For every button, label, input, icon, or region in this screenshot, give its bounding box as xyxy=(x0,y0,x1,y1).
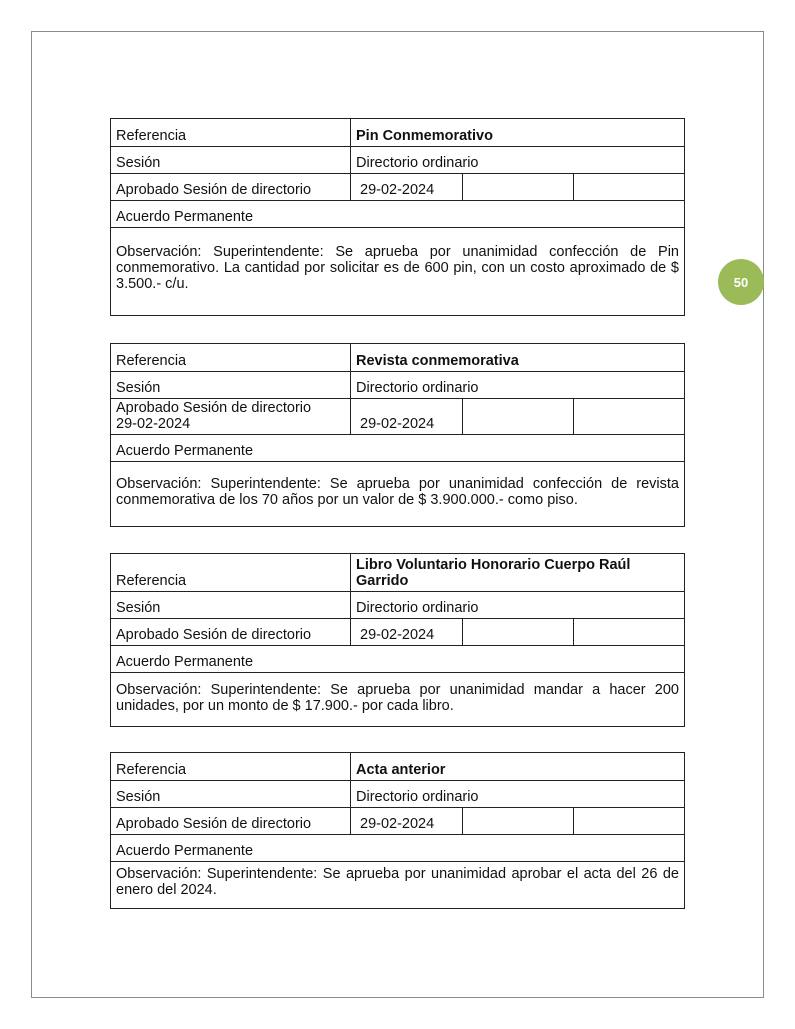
aprobado-row xyxy=(111,808,684,835)
acuerdo-text: Acuerdo Permanente xyxy=(116,443,254,459)
sesion-row xyxy=(111,147,684,174)
observacion-text: Observación: Superintendente: Se aprueba por unanimidad confección de Pin conmemorativo. La cantidad por solicitar es de 600 pin, con un costo aproximado de $ 3.500.- c/u. xyxy=(116,244,679,292)
record-table-3 xyxy=(110,553,685,727)
referencia-value: Revista conmemorativa xyxy=(356,353,519,369)
sesion-label: Sesión xyxy=(111,372,351,398)
sesion-value: Directorio ordinario xyxy=(356,155,479,171)
aprobado-date: 29-02-2024 xyxy=(351,399,463,434)
acuerdo-row xyxy=(111,646,684,673)
record-table-4 xyxy=(110,752,685,909)
sesion-label: Sesión xyxy=(111,781,351,807)
sesion-label: Sesión xyxy=(111,592,351,618)
blank-cell xyxy=(463,619,574,645)
acuerdo-text: Acuerdo Permanente xyxy=(116,209,254,225)
aprobado-label-cell xyxy=(111,399,351,434)
referencia-label: Referencia xyxy=(111,554,351,591)
observacion-text: Observación: Superintendente: Se aprueba por unanimidad mandar a hacer 200 unidades, por un monto de $ 17.900.- por cada libro. xyxy=(116,682,679,714)
referencia-row xyxy=(111,344,684,372)
aprobado-label: Aprobado Sesión de directorio xyxy=(111,619,351,645)
blank-cell xyxy=(463,808,574,834)
blank-cell xyxy=(463,174,574,200)
referencia-label: Referencia xyxy=(111,753,351,780)
acuerdo-row xyxy=(111,835,684,862)
aprobado-date: 29-02-2024 xyxy=(351,808,463,834)
aprobado-row xyxy=(111,619,684,646)
acuerdo-text: Acuerdo Permanente xyxy=(116,654,254,670)
page-number-badge: 50 xyxy=(718,259,764,305)
aprobado-label: Aprobado Sesión de directorio xyxy=(116,400,312,416)
blank-cell xyxy=(574,808,684,834)
referencia-row xyxy=(111,753,684,781)
aprobado-row xyxy=(111,174,684,201)
referencia-value: Libro Voluntario Honorario Cuerpo Raúl Garrido xyxy=(356,557,631,589)
aprobado-label-date: 29-02-2024 xyxy=(116,416,191,432)
aprobado-label: Aprobado Sesión de directorio xyxy=(111,808,351,834)
observacion-row xyxy=(111,862,684,908)
referencia-label: Referencia xyxy=(111,344,351,371)
observacion-text: Observación: Superintendente: Se aprueba por unanimidad aprobar el acta del 26 de enero del 2024. xyxy=(116,866,679,898)
sesion-value: Directorio ordinario xyxy=(356,600,479,616)
acuerdo-row xyxy=(111,435,684,462)
blank-cell xyxy=(463,399,574,434)
aprobado-date: 29-02-2024 xyxy=(351,174,463,200)
record-table-1 xyxy=(110,118,685,316)
observacion-row xyxy=(111,228,684,315)
sesion-row xyxy=(111,372,684,399)
blank-cell xyxy=(574,174,684,200)
aprobado-label: Aprobado Sesión de directorio xyxy=(111,174,351,200)
blank-cell xyxy=(574,399,684,434)
sesion-value: Directorio ordinario xyxy=(356,380,479,396)
acuerdo-text: Acuerdo Permanente xyxy=(116,843,254,859)
blank-cell xyxy=(574,619,684,645)
record-table-2 xyxy=(110,343,685,527)
observacion-text: Observación: Superintendente: Se aprueba por unanimidad confección de revista conmemorativa de los 70 años por un valor de $ 3.900.000.- como piso. xyxy=(116,476,679,508)
aprobado-row xyxy=(111,399,684,435)
aprobado-date: 29-02-2024 xyxy=(351,619,463,645)
sesion-label: Sesión xyxy=(111,147,351,173)
sesion-row xyxy=(111,781,684,808)
referencia-value: Pin Conmemorativo xyxy=(356,128,493,144)
referencia-row xyxy=(111,119,684,147)
observacion-row xyxy=(111,462,684,526)
observacion-row xyxy=(111,673,684,726)
sesion-value: Directorio ordinario xyxy=(356,789,479,805)
referencia-row xyxy=(111,554,684,592)
referencia-label: Referencia xyxy=(111,119,351,146)
referencia-value: Acta anterior xyxy=(356,762,446,778)
sesion-row xyxy=(111,592,684,619)
acuerdo-row xyxy=(111,201,684,228)
